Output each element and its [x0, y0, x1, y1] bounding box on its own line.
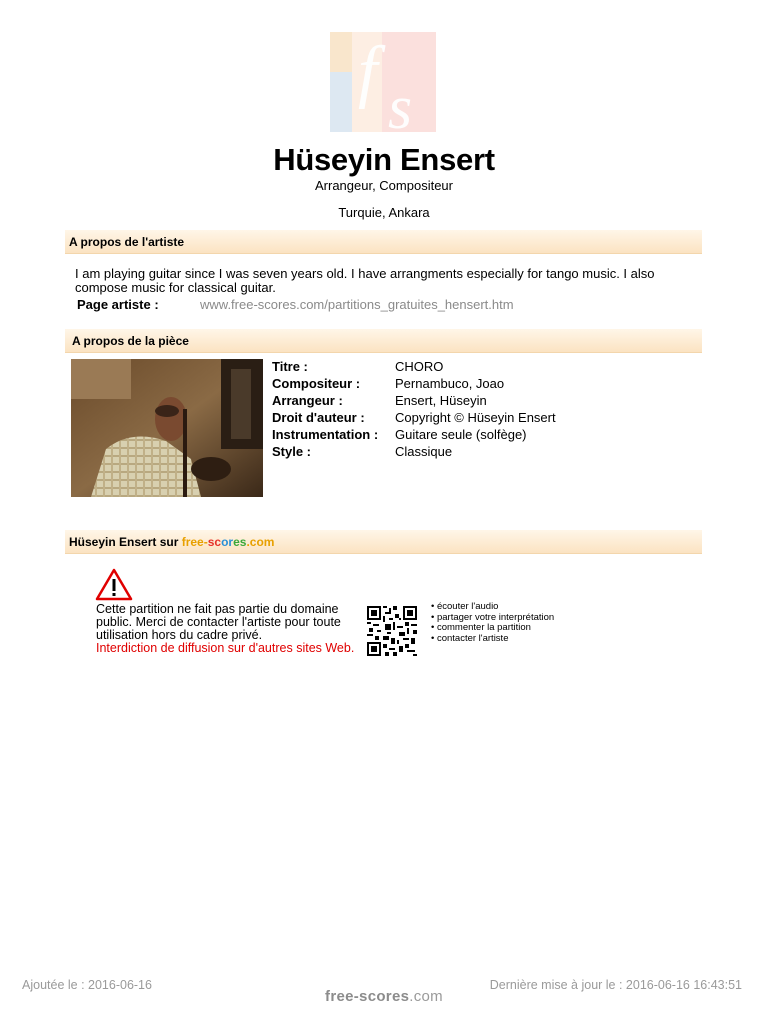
on-site-artist: Hüseyin Ensert sur [69, 535, 179, 549]
footer-brand[interactable] [0, 988, 768, 1005]
notice-red-text: Interdiction de diffusion sur d'autres sites Web. [96, 641, 355, 655]
section-on-site-heading [65, 530, 702, 554]
qr-action-contact: • contacter l'artiste [431, 632, 509, 644]
svg-text:f: f [358, 33, 378, 110]
composer-value: Pernambuco, Joao [395, 376, 505, 391]
style-label: Style : [272, 444, 312, 459]
free-scores-brand[interactable] [182, 535, 275, 549]
artist-name: Hüseyin Ensert [273, 142, 495, 177]
artist-roles: Arrangeur, Compositeur [314, 178, 453, 193]
brand-part-5: .com [246, 535, 275, 549]
brand-part-4: es [233, 535, 247, 549]
instrumentation-value: Guitare seule (solfège) [395, 427, 527, 442]
notice-text: Cette partition ne fait pas partie du domaine public. Merci de contacter l'artiste pour toute utilisation hors du cadre privé. [96, 602, 341, 642]
qr-action-comment: • commenter la partition [431, 622, 531, 633]
qr-actions-list [431, 602, 554, 644]
copyright-value: Copyright © Hüseyin Ensert [395, 410, 556, 425]
svg-text:s: s [388, 74, 413, 132]
artist-page-link[interactable]: www.free-scores.com/partitions_gratuites_hensert.htm [200, 297, 514, 312]
artist-bio: I am playing guitar since I was seven years old. I have arrangments especially for tango music. I also compose music for classical guitar. [75, 266, 655, 295]
brand-part-2: sc [207, 535, 222, 549]
free-scores-logo-icon [330, 32, 436, 132]
arranger-value: Ensert, Hüseyin [395, 393, 487, 408]
qr-code-icon[interactable] [367, 606, 417, 656]
footer-brand-name: free-scores [325, 988, 410, 1005]
title-label: Titre : [272, 359, 308, 374]
section-about-artist-heading: A propos de l'artiste [65, 230, 702, 254]
qr-action-share: • partager votre interprétation [431, 611, 555, 623]
copyright-label: Droit d'auteur : [272, 410, 365, 425]
brand-part-1: free- [181, 535, 208, 549]
copyright-notice [96, 603, 358, 655]
warning-triangle-icon [95, 568, 133, 601]
artist-page-label: Page artiste : [77, 297, 159, 312]
instrumentation-label: Instrumentation : [272, 427, 379, 442]
artist-location: Turquie, Ankara [338, 205, 430, 220]
qr-action-listen: • écouter l'audio [431, 601, 499, 612]
section-about-piece-heading: A propos de la pièce [65, 329, 702, 353]
brand-part-3: or [221, 535, 234, 549]
arranger-label: Arrangeur : [272, 393, 343, 408]
artist-photo [71, 359, 263, 497]
added-date: Ajoutée le : 2016-06-16 [22, 978, 152, 992]
footer-brand-suffix: .com [409, 988, 443, 1005]
title-value: CHORO [395, 359, 444, 374]
composer-label: Compositeur : [272, 376, 361, 391]
updated-date: Dernière mise à jour le : 2016-06-16 16:43:51 [489, 978, 742, 992]
style-value: Classique [395, 444, 453, 459]
